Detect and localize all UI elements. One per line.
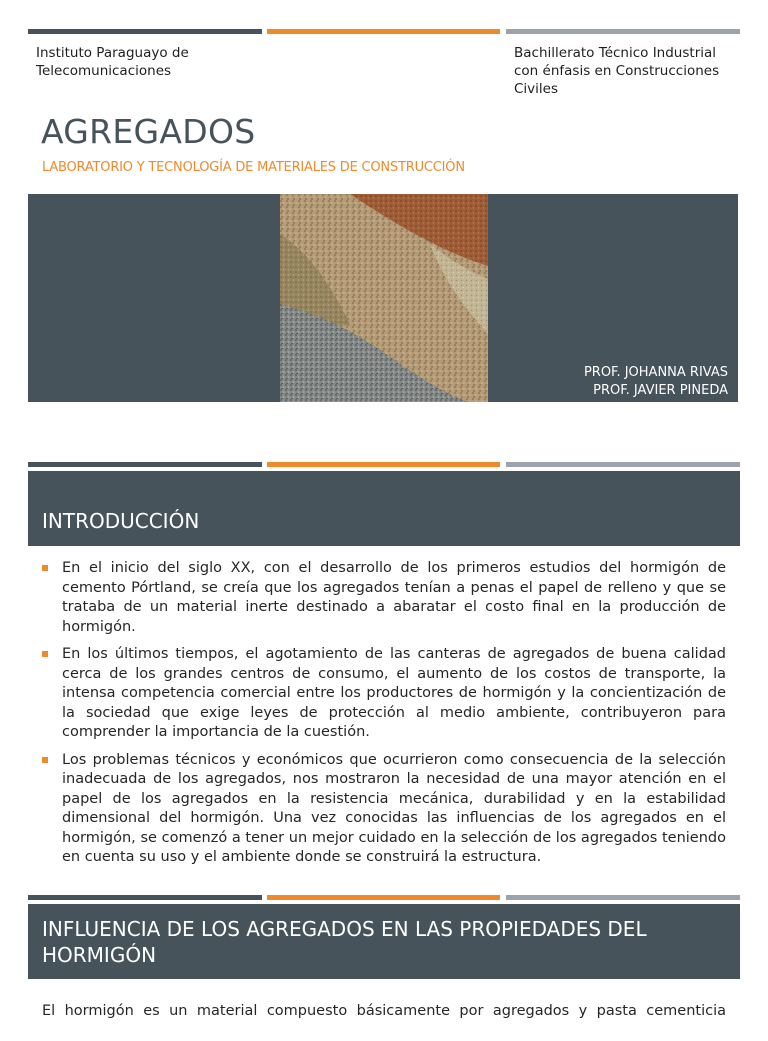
stripe-orange bbox=[267, 895, 500, 900]
page-subtitle: LABORATORIO Y TECNOLOGÍA DE MATERIALES DE CONSTRUCCIÓN bbox=[42, 160, 465, 175]
square-bullet-icon bbox=[42, 757, 48, 763]
stripe-gray bbox=[506, 462, 740, 467]
aggregates-photo bbox=[280, 194, 488, 402]
influence-paragraph: El hormigón es un material compuesto básicamente por agregados y pasta cementicia bbox=[42, 1003, 726, 1019]
professor-1: PROF. JOHANNA RIVAS bbox=[583, 365, 728, 380]
bullet-text: En los últimos tiempos, el agotamiento de las canteras de agregados de buena calidad cerca de los grandes centros de consumo, el aumento de los costos de transporte, la intensa competencia comercial entre los productores de hormigón y la concientización de la sociedad que exige leyes de protección al medio ambiente, contribuyeron para comprender la importancia de la cuestión. bbox=[62, 646, 726, 740]
intro-heading: INTRODUCCIÓN bbox=[42, 509, 200, 533]
cover-banner bbox=[28, 194, 738, 402]
professors bbox=[584, 364, 728, 400]
stripe-orange bbox=[267, 462, 500, 467]
intro-header bbox=[28, 471, 740, 546]
stripe-slate bbox=[28, 462, 262, 467]
institution-right: Bachillerato Técnico Industrial con énfasis en Construcciones Civiles bbox=[514, 45, 720, 97]
list-item bbox=[42, 751, 726, 868]
professor-2: PROF. JAVIER PINEDA bbox=[593, 383, 728, 398]
stripe-orange bbox=[267, 29, 500, 34]
institution-left: Instituto Paraguayo de Telecomunicaciones bbox=[36, 45, 189, 79]
section-stripes-2 bbox=[28, 895, 740, 900]
square-bullet-icon bbox=[42, 565, 48, 571]
square-bullet-icon bbox=[42, 651, 48, 657]
influence-heading: INFLUENCIA DE LOS AGREGADOS EN LAS PROPIEDADES DEL HORMIGÓN bbox=[42, 917, 647, 967]
stripe-gray bbox=[506, 895, 740, 900]
list-item bbox=[42, 645, 726, 743]
list-item bbox=[42, 559, 726, 637]
top-stripes bbox=[28, 29, 740, 34]
bullet-text: En el inicio del siglo XX, con el desarrollo de los primeros estudios del hormigón de cemento Pórtland, se creía que los agregados tenían a penas el papel de relleno y que se trataba de un material inerte destinado a abaratar el costo final en la producción de hormigón. bbox=[62, 560, 726, 635]
influence-header bbox=[28, 904, 740, 979]
section-stripes-1 bbox=[28, 462, 740, 467]
intro-bullet-list bbox=[42, 559, 726, 876]
bullet-text: Los problemas técnicos y económicos que ocurrieron como consecuencia de la selección inadecuada de los agregados, nos mostraron la necesidad de una mayor atención en el papel de los agregados en la resistencia mecánica, durabilidad y en la estabilidad dimensional del hormigón. Una vez conocidas las influencias de los agregados en el hormigón, se comenzó a tener un mejor cuidado en la selección de los agregados teniendo en cuenta su uso y el ambiente donde se construirá la estructura. bbox=[62, 751, 726, 865]
stripe-slate bbox=[28, 29, 262, 34]
page-title: AGREGADOS bbox=[41, 112, 256, 151]
stripe-gray bbox=[506, 29, 740, 34]
stripe-slate bbox=[28, 895, 262, 900]
